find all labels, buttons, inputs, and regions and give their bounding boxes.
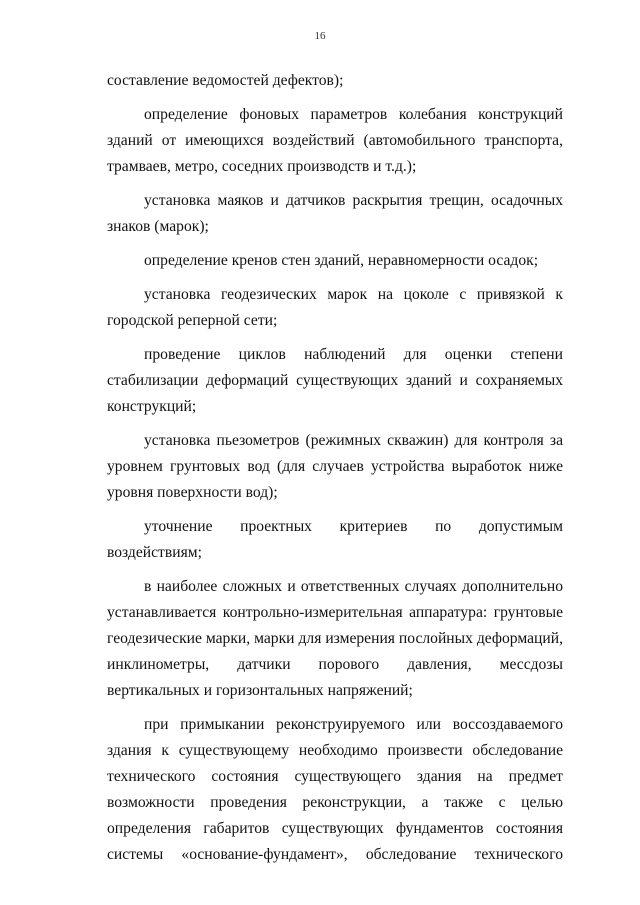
paragraph-7: установка пьезометров (режимных скважин) для контроля за уровнем грунтовых вод (для случаев устройства выработок ниже уровня поверхности вод); bbox=[107, 432, 563, 501]
page-number: 16 bbox=[314, 30, 326, 42]
paragraph-1: составление ведомостей дефектов); bbox=[107, 72, 344, 89]
paragraph-3: установка маяков и датчиков раскрытия трещин, осадочных знаков (марок); bbox=[107, 192, 563, 235]
paragraph-8: уточнение проектных критериев по допустимым воздействиям; bbox=[107, 518, 563, 561]
body-text bbox=[107, 68, 563, 868]
paragraph-9: в наиболее сложных и ответственных случаях дополнительно устанавливается контрольно-измерительная аппаратура: грунтовые геодезические марки, марки для измерения послойных деформаций, инклинометры, датчики порового давления, мессдозы вертикальных и горизонтальных напряжений; bbox=[107, 578, 563, 699]
paragraph-5: установка геодезических марок на цоколе с привязкой к городской реперной сети; bbox=[107, 286, 563, 329]
paragraph-10: при примыкании реконструируемого или воссоздаваемого здания к существующему необходимо произвести обследование технического состояния существующего здания на предмет возможности проведения реконструкции, а также с целью определения габаритов существующих фундаментов состояния системы «основание-фундамент», обследование технического bbox=[107, 716, 563, 863]
paragraph-2: определение фоновых параметров колебания конструкций зданий от имеющихся воздействий (автомобильного транспорта, трамваев, метро, соседних производств и т.д.); bbox=[107, 106, 563, 175]
paragraph-4: определение кренов стен зданий, неравномерности осадок; bbox=[144, 252, 539, 269]
paragraph-6: проведение циклов наблюдений для оценки степени стабилизации деформаций существующих зданий и сохраняемых конструкций; bbox=[107, 346, 563, 415]
